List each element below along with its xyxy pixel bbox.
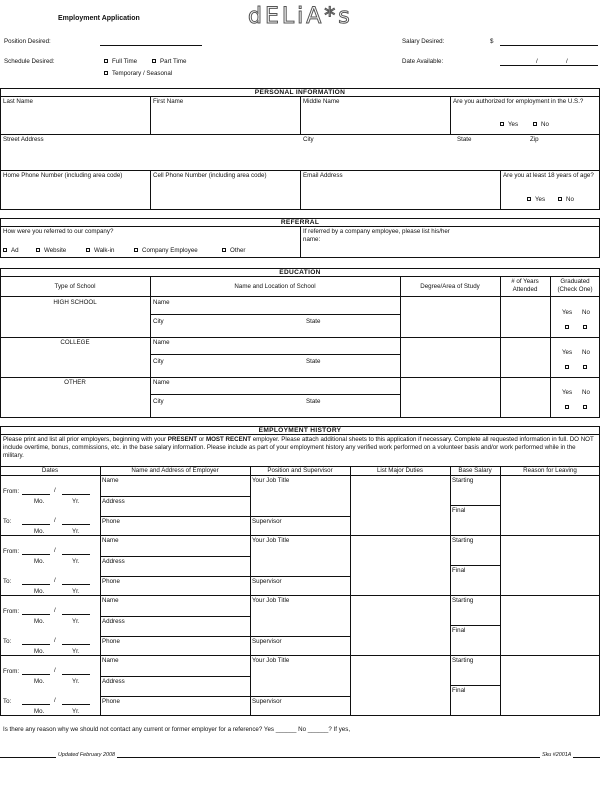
to-month-field[interactable] — [22, 584, 50, 585]
divider — [150, 170, 151, 210]
yr-label: Yr. — [72, 588, 80, 595]
referral-other-checkbox[interactable] — [222, 248, 226, 252]
to-year-field[interactable] — [62, 644, 90, 645]
date-slash-1: / — [536, 58, 538, 65]
mo-label: Mo. — [34, 558, 45, 565]
cell-phone-label: Cell Phone Number (including area code) — [153, 172, 267, 179]
city-label: City — [303, 136, 314, 143]
employer-address-label: Address — [102, 618, 125, 625]
school-other: OTHER — [64, 379, 86, 386]
from-year-field[interactable] — [62, 554, 90, 555]
final-salary-label: Final — [452, 507, 466, 514]
referral-walk-in-checkbox[interactable] — [86, 248, 90, 252]
divider — [450, 685, 500, 686]
school-city-label: City — [153, 318, 164, 325]
mo-label: Mo. — [34, 618, 45, 625]
employer-name-label: Name — [102, 477, 119, 484]
yr-label: Yr. — [72, 618, 80, 625]
authorized-yes[interactable]: Yes — [500, 121, 518, 128]
divider — [250, 516, 350, 517]
employer-phone-label: Phone — [102, 518, 120, 525]
school-high-school: HIGH SCHOOL — [53, 299, 97, 306]
reference-question: Is there any reason why we should not contact any current or former employer for a reference? Yes ______ No ______? If yes, — [3, 726, 351, 733]
divider — [0, 434, 600, 435]
education-heading: EDUCATION — [279, 269, 321, 276]
age-no-checkbox[interactable] — [558, 197, 562, 201]
yr-label: Yr. — [72, 498, 80, 505]
salary-desired-label: Salary Desired: — [402, 38, 445, 45]
from-year-field[interactable] — [62, 494, 90, 495]
divider — [150, 394, 400, 395]
divider — [0, 475, 600, 476]
divider — [100, 696, 250, 697]
age-label: Are you at least 18 years of age? — [503, 172, 594, 179]
col-type-of-school: Type of School — [54, 283, 96, 290]
to-label: To: — [3, 578, 12, 585]
school-city-label: City — [153, 398, 164, 405]
divider — [250, 576, 350, 577]
divider — [100, 516, 250, 517]
school-college: COLLEGE — [60, 339, 90, 346]
full-time-checkbox[interactable] — [104, 59, 108, 63]
grad-no-checkbox[interactable] — [583, 325, 587, 329]
job-title-label: Your Job Title — [252, 537, 290, 544]
employment-heading: EMPLOYMENT HISTORY — [258, 427, 342, 434]
col-base-salary: Base Salary — [458, 467, 492, 474]
referral-heading: REFERRAL — [280, 219, 320, 226]
school-name-label: Name — [153, 379, 170, 386]
referral-website-checkbox[interactable] — [36, 248, 40, 252]
divider — [400, 276, 401, 418]
divider — [300, 226, 301, 258]
to-year-field[interactable] — [62, 524, 90, 525]
supervisor-label: Supervisor — [252, 578, 282, 585]
date-slash: / — [54, 637, 56, 644]
updated-date: Updated February 2008 — [58, 752, 115, 758]
divider — [0, 337, 600, 338]
employer-address-label: Address — [102, 558, 125, 565]
grad-no-checkbox[interactable] — [583, 365, 587, 369]
divider — [100, 676, 250, 677]
to-label: To: — [3, 518, 12, 525]
to-label: To: — [3, 638, 12, 645]
job-title-label: Your Job Title — [252, 597, 290, 604]
employer-phone-label: Phone — [102, 578, 120, 585]
divider — [500, 170, 501, 210]
divider — [450, 565, 500, 566]
date-available-field[interactable] — [500, 65, 598, 66]
mo-label: Mo. — [34, 648, 45, 655]
divider — [300, 96, 301, 134]
col-employer: Name and Address of Employer — [131, 467, 219, 474]
mo-label: Mo. — [34, 588, 45, 595]
yr-label: Yr. — [72, 558, 80, 565]
divider — [100, 496, 250, 497]
divider — [100, 636, 250, 637]
grad-yes-checkbox[interactable] — [565, 365, 569, 369]
employer-name-label: Name — [102, 537, 119, 544]
salary-desired-field[interactable] — [500, 45, 598, 46]
referral-question: How were you referred to our company? — [3, 228, 114, 235]
starting-salary-label: Starting — [452, 597, 474, 604]
grad-yes-label: Yes — [562, 389, 573, 396]
from-year-field[interactable] — [62, 674, 90, 675]
position-desired-field[interactable] — [100, 45, 202, 46]
home-phone-label: Home Phone Number (including area code) — [3, 172, 123, 179]
schedule-desired-label: Schedule Desired: — [4, 58, 55, 65]
mo-label: Mo. — [34, 498, 45, 505]
from-label: From: — [3, 488, 20, 495]
from-month-field[interactable] — [22, 614, 50, 615]
employment-instructions: Please print and list all prior employers, beginning with your PRESENT or MOST RECENT employer. Please attach additional sheets to this application if necessary. Complete all requested information in full. DO NOT include overtime, bonus, commissions, etc. in the base salary information. Please include as part of your employment history any verified work performed on a volunteer basis and/or work performed while in the military. — [3, 436, 594, 459]
zip-label: Zip — [530, 136, 539, 143]
divider — [250, 696, 350, 697]
school-state-label: State — [306, 398, 321, 405]
divider — [150, 276, 151, 418]
from-label: From: — [3, 608, 20, 615]
to-year-field[interactable] — [62, 704, 90, 705]
referral-walk-in[interactable]: Walk-in — [86, 247, 114, 254]
age-yes[interactable]: Yes — [527, 196, 545, 203]
from-year-field[interactable] — [62, 614, 90, 615]
col-dates: Dates — [41, 467, 59, 474]
divider — [350, 466, 351, 716]
divider — [450, 625, 500, 626]
col-position: Position and Supervisor — [267, 467, 333, 474]
referral-other[interactable]: Other — [222, 247, 245, 254]
starting-salary-label: Starting — [452, 537, 474, 544]
mo-label: Mo. — [34, 528, 45, 535]
divider — [0, 535, 600, 536]
middle-name-label: Middle Name — [303, 98, 340, 105]
part-time-option[interactable]: Part Time — [152, 58, 186, 65]
grad-yes-label: Yes — [562, 309, 573, 316]
yr-label: Yr. — [72, 528, 80, 535]
col-name-location: Name and Location of School — [234, 283, 316, 290]
referral-company-employee[interactable]: Company Employee — [134, 247, 198, 254]
col-degree: Degree/Area of Study — [420, 283, 480, 290]
grad-yes-label: Yes — [562, 349, 573, 356]
referral-ad-checkbox[interactable] — [3, 248, 7, 252]
date-slash: / — [54, 607, 56, 614]
col-reason-leaving: Reason for Leaving — [523, 467, 577, 474]
employer-address-label: Address — [102, 498, 125, 505]
yr-label: Yr. — [72, 678, 80, 685]
yr-label: Yr. — [72, 708, 80, 715]
mo-label: Mo. — [34, 708, 45, 715]
final-salary-label: Final — [452, 687, 466, 694]
divider — [100, 616, 250, 617]
referral-employee-note: If referred by a company employee, please list his/her name: — [303, 228, 450, 243]
grad-no-label: No — [582, 389, 590, 396]
col-duties: List Major Duties — [376, 467, 424, 474]
full-time-option[interactable]: Full Time — [104, 58, 137, 65]
divider — [100, 576, 250, 577]
final-salary-label: Final — [452, 567, 466, 574]
date-slash-2: / — [566, 58, 568, 65]
authorized-yes-checkbox[interactable] — [500, 122, 504, 126]
last-name-label: Last Name — [3, 98, 33, 105]
form-title: Employment Application — [58, 15, 140, 22]
date-slash: / — [54, 697, 56, 704]
referral-ad[interactable]: Ad — [3, 247, 19, 254]
from-label: From: — [3, 668, 20, 675]
divider — [0, 296, 600, 297]
to-month-field[interactable] — [22, 524, 50, 525]
divider — [450, 466, 451, 716]
authorized-no-checkbox[interactable] — [533, 122, 537, 126]
divider — [150, 354, 400, 355]
col-years-attended: # of Years Attended — [511, 278, 539, 293]
mo-label: Mo. — [34, 678, 45, 685]
divider — [300, 170, 301, 210]
date-slash: / — [54, 577, 56, 584]
job-title-label: Your Job Title — [252, 657, 290, 664]
employer-phone-label: Phone — [102, 698, 120, 705]
referral-website[interactable]: Website — [36, 247, 66, 254]
divider — [250, 466, 251, 716]
from-label: From: — [3, 548, 20, 555]
school-city-label: City — [153, 358, 164, 365]
grad-yes-checkbox[interactable] — [565, 325, 569, 329]
supervisor-label: Supervisor — [252, 518, 282, 525]
temporary-checkbox[interactable] — [104, 71, 108, 75]
date-available-label: Date Available: — [402, 58, 444, 65]
divider — [150, 96, 151, 134]
school-name-label: Name — [153, 339, 170, 346]
col-graduated: Graduated (Check One) — [557, 278, 593, 293]
to-month-field[interactable] — [22, 644, 50, 645]
temporary-option[interactable]: Temporary / Seasonal — [104, 70, 172, 77]
divider — [0, 377, 600, 378]
divider — [250, 636, 350, 637]
date-slash: / — [54, 487, 56, 494]
grad-no-label: No — [582, 309, 590, 316]
employer-phone-label: Phone — [102, 638, 120, 645]
divider — [450, 96, 451, 134]
grad-yes-checkbox[interactable] — [565, 405, 569, 409]
part-time-checkbox[interactable] — [152, 59, 156, 63]
email-label: Email Address — [303, 172, 343, 179]
street-address-label: Street Address — [3, 136, 44, 143]
from-month-field[interactable] — [22, 554, 50, 555]
date-slash: / — [54, 547, 56, 554]
to-year-field[interactable] — [62, 584, 90, 585]
date-slash: / — [54, 517, 56, 524]
grad-no-label: No — [582, 349, 590, 356]
school-state-label: State — [306, 358, 321, 365]
age-yes-checkbox[interactable] — [527, 197, 531, 201]
form-number: Sku #2001A — [542, 752, 572, 758]
divider — [100, 466, 101, 716]
authorized-label: Are you authorized for employment in the U.S.? — [453, 98, 584, 105]
supervisor-label: Supervisor — [252, 638, 282, 645]
authorized-no[interactable]: No — [533, 121, 549, 128]
grad-no-checkbox[interactable] — [583, 405, 587, 409]
divider — [0, 595, 600, 596]
divider — [150, 314, 400, 315]
divider — [500, 276, 501, 418]
divider — [0, 655, 600, 656]
divider — [500, 466, 501, 716]
to-month-field[interactable] — [22, 704, 50, 705]
from-month-field[interactable] — [22, 674, 50, 675]
to-label: To: — [3, 698, 12, 705]
job-title-label: Your Job Title — [252, 477, 290, 484]
from-month-field[interactable] — [22, 494, 50, 495]
supervisor-label: Supervisor — [252, 698, 282, 705]
divider — [0, 134, 600, 135]
starting-salary-label: Starting — [452, 657, 474, 664]
divider — [0, 276, 600, 277]
employer-address-label: Address — [102, 678, 125, 685]
employer-name-label: Name — [102, 657, 119, 664]
starting-salary-label: Starting — [452, 477, 474, 484]
dollar-sign: $ — [490, 38, 494, 45]
final-salary-label: Final — [452, 627, 466, 634]
age-no[interactable]: No — [558, 196, 574, 203]
yr-label: Yr. — [72, 648, 80, 655]
school-name-label: Name — [153, 299, 170, 306]
delias-logo: dELiA*s — [248, 4, 353, 29]
referral-employee-checkbox[interactable] — [134, 248, 138, 252]
employer-name-label: Name — [102, 597, 119, 604]
divider — [100, 556, 250, 557]
state-label: State — [457, 136, 472, 143]
first-name-label: First Name — [153, 98, 184, 105]
personal-information-heading: PERSONAL INFORMATION — [254, 89, 346, 96]
school-state-label: State — [306, 318, 321, 325]
divider — [450, 505, 500, 506]
divider — [550, 276, 551, 418]
position-desired-label: Position Desired: — [4, 38, 51, 45]
date-slash: / — [54, 667, 56, 674]
